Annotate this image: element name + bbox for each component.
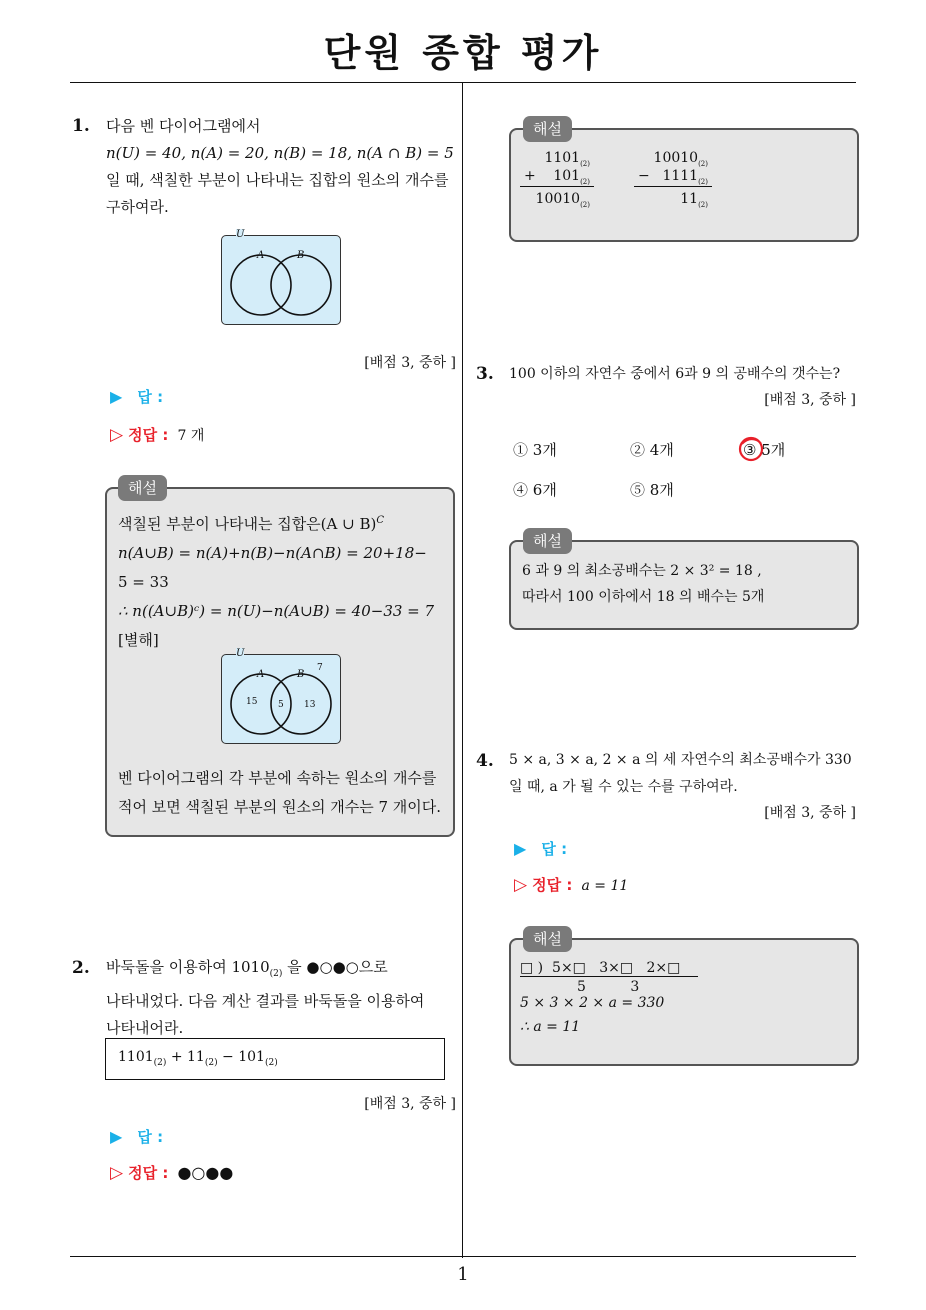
q3-choice-3-mark: ③ [743, 441, 761, 459]
q1-answer-label: 답 : [137, 388, 164, 406]
page-number: 1 [457, 1264, 469, 1285]
q3-exp1: 6 과 9 의 최소공배수는 2 × 3² = 18 , [522, 563, 762, 579]
q2-correct-row [110, 1162, 233, 1183]
q3-choice-1[interactable]: ① 3개 [513, 441, 557, 459]
q1-correct-label: 정답 : [128, 426, 169, 444]
q2-correct-value: ●○●● [177, 1163, 234, 1182]
q4-answer-row [514, 838, 567, 859]
q1-exp2: n(A∪B) = n(A)+n(B)−n(A∩B) = 20+18− [118, 544, 427, 562]
q3-number: 3. [476, 364, 494, 384]
venn-label-b: B [297, 250, 305, 261]
venn2-label-a: A [257, 669, 265, 680]
q1-number: 1. [72, 116, 90, 136]
q1-line4: 구하여라. [106, 198, 169, 216]
q3-choice-3[interactable]: ③ 5개 [743, 439, 785, 460]
q1-text [106, 113, 456, 221]
q1-line1: 다음 벤 다이어그램에서 [106, 117, 261, 135]
calc-sub-top: $10010_{(2)}$ [653, 150, 708, 168]
q4-answer-label: 답 : [541, 840, 568, 858]
q4-text [509, 747, 861, 801]
calc-add-result: $10010_{(2)}$ [535, 190, 590, 209]
q1-exp5: 벤 다이어그램의 각 부분에 속하는 원소의 개수를 [118, 769, 437, 787]
q4-explanation-tag: 해설 [523, 926, 572, 952]
venn-circle-b [271, 255, 331, 315]
correct-arrow-icon: ▷ [514, 875, 528, 895]
q2-calc-addition [520, 150, 594, 208]
q4-line1: 5 × a, 3 × a, 2 × a 의 세 자연수의 최소공배수가 330 [509, 752, 852, 768]
calc-sub-mid: − $1111_{(2)}$ [634, 168, 712, 187]
q2-number: 2. [72, 958, 90, 978]
q1-exp3: 5 = 33 [118, 573, 169, 591]
q3-text: 100 이하의 자연수 중에서 6과 9 의 공배수의 갯수는? [509, 366, 841, 382]
q3-score: [배점 3, 중하 ] [764, 392, 856, 408]
answer-arrow-icon: ▶ [110, 1127, 123, 1146]
venn2-label-b: B [297, 669, 305, 680]
q4-exp2: 5 3 [577, 979, 640, 995]
q2-calc-subtraction [634, 150, 712, 208]
venn-label-a: A [257, 250, 265, 261]
q1-score: [배점 3, 중하 ] [364, 355, 456, 371]
calc-add-top: $1101_{(2)}$ [544, 150, 590, 168]
calc-sub-result: $11_{(2)}$ [680, 190, 708, 209]
venn-label-u: U [236, 229, 245, 240]
q1-separate-solution: [별해] [118, 631, 159, 649]
page-title: 단원 종합 평가 [323, 31, 603, 75]
top-rule [70, 82, 856, 83]
selected-circle-icon [737, 435, 765, 463]
q1-exp4: ∴ n((A∪B)ᶜ) = n(U)−n(A∪B) = 40−33 = 7 [118, 602, 435, 620]
q1-line2: n(U) = 40, n(A) = 20, n(B) = 18, n(A ∩ B) = 5 [106, 144, 454, 162]
q2-text [106, 954, 456, 1042]
q3-exp2: 따라서 100 이하에서 18 의 배수는 5개 [522, 589, 765, 605]
q1-line3: 일 때, 색칠한 부분이 나타내는 집합의 원소의 개수를 [106, 171, 449, 189]
calc-add-mid: + $101_{(2)}$ [520, 168, 594, 187]
q4-correct-label: 정답 : [532, 876, 573, 894]
q1-venn-svg [222, 236, 340, 324]
q3-explanation-tag: 해설 [523, 528, 572, 554]
correct-arrow-icon: ▷ [110, 1163, 124, 1183]
q2-answer-label: 답 : [137, 1128, 164, 1146]
venn2-only-b-count: 13 [304, 700, 316, 710]
q3-choice-4[interactable]: ④ 6개 [513, 481, 557, 499]
q2-expression: $1101_{(2)} + 11_{(2)} - 101_{(2)}$ [118, 1049, 278, 1068]
q2-line2: 나타내었다. 다음 계산 결과를 바둑돌을 이용하여 [106, 992, 425, 1010]
q1-venn-diagram [221, 229, 341, 325]
venn2-outside-count: 7 [317, 663, 323, 673]
q2-score: [배점 3, 중하 ] [364, 1096, 456, 1112]
q4-exp1: □ ) 5×□ 3×□ 2×□ [520, 960, 698, 977]
q1-correct-value: 7 개 [177, 428, 205, 444]
q4-explanation-text [520, 960, 698, 1035]
correct-arrow-icon: ▷ [110, 425, 124, 445]
q2-answer-row [110, 1126, 163, 1147]
answer-arrow-icon: ▶ [514, 839, 527, 858]
q4-number: 4. [476, 751, 494, 771]
q1-exp6: 적어 보면 색칠된 부분의 원소의 개수는 7 개이다. [118, 798, 441, 816]
bottom-rule [70, 1256, 856, 1257]
venn-circle-a [231, 255, 291, 315]
q2-explanation-tag: 해설 [523, 116, 572, 142]
q4-line2: 일 때, a 가 될 수 있는 수를 구하여라. [509, 779, 738, 795]
q4-exp4: ∴ a = 11 [520, 1019, 581, 1035]
q4-correct-value: a = 11 [581, 878, 629, 894]
answer-arrow-icon: ▶ [110, 387, 123, 406]
q2-line1: 바둑돌을 이용하여 $1010_{(2)}$ 을 ●○●○으로 [106, 958, 388, 979]
venn2-label-u: U [236, 648, 245, 659]
venn2-only-a-count: 15 [246, 697, 258, 707]
q1-explanation-tail [118, 764, 448, 822]
venn2-intersection-count: 5 [278, 700, 284, 710]
q4-exp3: 5 × 3 × 2 × a = 330 [520, 995, 665, 1011]
q2-expression-box [105, 1038, 445, 1080]
q1-answer-row [110, 386, 163, 407]
q3-choice-2[interactable]: ② 4개 [630, 441, 674, 459]
q1-explanation-text [118, 506, 448, 655]
q1-correct-row [110, 424, 204, 445]
q1-exp1: 색칠된 부분이 나타내는 집합은(A ∪ B)$^C$ [118, 515, 384, 533]
q3-explanation-text [522, 558, 852, 610]
column-divider [462, 82, 463, 1258]
q2-line3: 나타내어라. [106, 1019, 184, 1037]
q3-choice-5[interactable]: ⑤ 8개 [630, 481, 674, 499]
q1-explanation-tag: 해설 [118, 475, 167, 501]
q4-score: [배점 3, 중하 ] [764, 805, 856, 821]
q2-correct-label: 정답 : [128, 1164, 169, 1182]
q1-venn2-diagram [221, 648, 341, 744]
q4-correct-row [514, 874, 628, 895]
